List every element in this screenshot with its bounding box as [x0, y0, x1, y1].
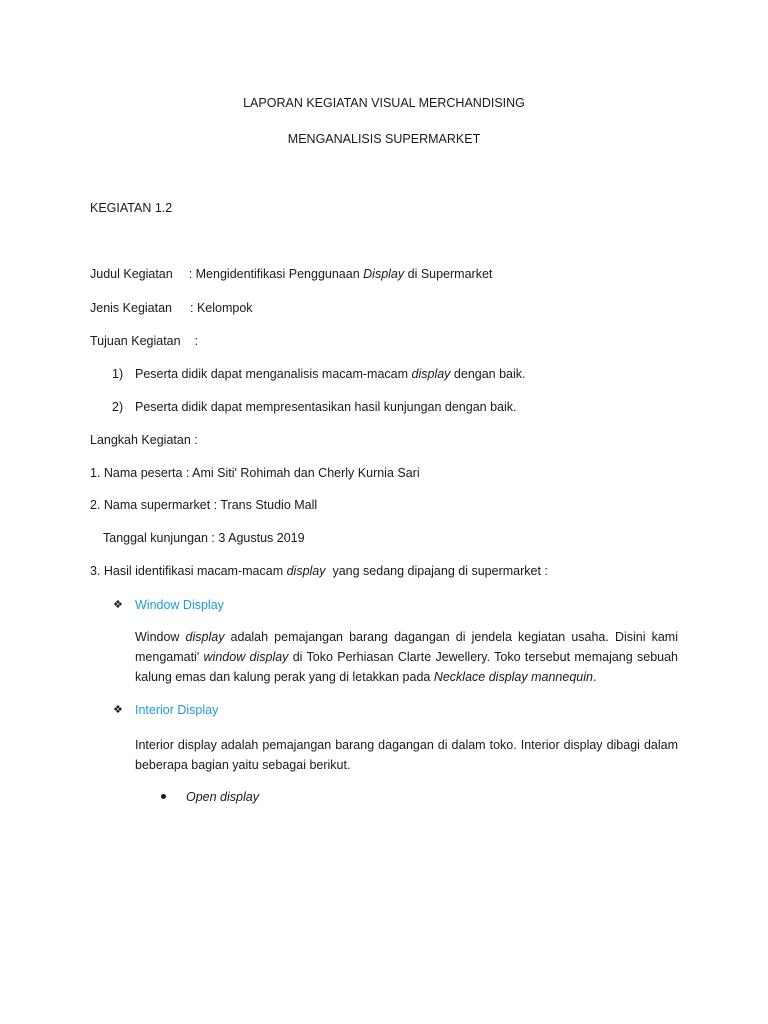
nama-supermarket: 2. Nama supermarket : Trans Studio Mall: [90, 498, 318, 512]
open-display-item: [186, 789, 259, 805]
jenis-value: : Kelompok: [190, 301, 253, 315]
tujuan-item-1-text: Peserta didik dapat menganalisis macam-macam: [135, 367, 412, 381]
tujuan-item-1: [112, 366, 526, 382]
tujuan-kegiatan-row: [90, 333, 198, 349]
window-display-heading: Window Display: [135, 598, 224, 612]
hasil-pre: 3. Hasil identifikasi macam-macam: [90, 564, 287, 578]
tujuan-item-2-num: 2): [112, 400, 124, 414]
window-display-line-2: mengamati' window display di Toko Perhiasan Clarte Jewellery. Toko tersebut memajang sebuah: [135, 650, 679, 664]
interior-display-line-2: beberapa bagian yaitu sebagai berikut.: [135, 758, 351, 772]
tujuan-colon: :: [194, 334, 199, 348]
window-display-paragraph: [135, 627, 678, 687]
nama-peserta: 1. Nama peserta : Ami Siti' Rohimah dan Cherly Kurnia Sari: [90, 466, 420, 480]
document-title: LAPORAN KEGIATAN VISUAL MERCHANDISING: [243, 96, 525, 110]
jenis-label: Jenis Kegiatan: [90, 301, 173, 315]
hasil-identifikasi: [90, 563, 548, 579]
tujuan-item-2-text: Peserta didik dapat mempresentasikan hasil kunjungan dengan baik.: [135, 400, 517, 414]
interior-display-line-1: Interior display adalah pemajangan barang dagangan di dalam toko. Interior display dibagi dalam: [135, 738, 678, 752]
diamond-bullet-icon: ❖: [113, 599, 123, 611]
tujuan-item-1-italic: display: [411, 367, 451, 381]
judul-kegiatan-row: [90, 266, 492, 282]
judul-sep: : Mengidentifikasi Penggunaan: [188, 267, 364, 281]
langkah-label: Langkah Kegiatan :: [90, 433, 198, 447]
interior-display-paragraph: [135, 735, 678, 775]
jenis-kegiatan-row: [90, 300, 253, 316]
tujuan-label: Tujuan Kegiatan: [90, 334, 181, 348]
bullet-dot-icon: [161, 794, 166, 799]
kegiatan-label: KEGIATAN 1.2: [90, 201, 173, 215]
judul-italic: Display: [363, 267, 405, 281]
tanggal-kunjungan: Tanggal kunjungan : 3 Agustus 2019: [103, 531, 305, 545]
judul-label: Judul Kegiatan: [90, 267, 173, 281]
judul-rest: di Supermarket: [404, 267, 493, 281]
open-display-text: Open display: [186, 790, 259, 804]
hasil-italic: display: [286, 564, 326, 578]
tujuan-item-1-num: 1): [112, 367, 124, 381]
document-subtitle: MENGANALISIS SUPERMARKET: [287, 132, 481, 146]
hasil-post: yang sedang dipajang di supermarket :: [325, 564, 548, 578]
tujuan-item-2: [112, 399, 517, 415]
tujuan-item-1-post: dengan baik.: [450, 367, 526, 381]
window-display-line-3: kalung emas dan kalung perak yang di letakkan pada Necklace display mannequin.: [135, 670, 597, 684]
interior-display-heading: Interior Display: [135, 703, 219, 717]
diamond-bullet-icon: ❖: [113, 704, 123, 716]
window-display-line-1: Window display adalah pemajangan barang dagangan di jendela kegiatan usaha. Disini kami: [135, 630, 678, 644]
